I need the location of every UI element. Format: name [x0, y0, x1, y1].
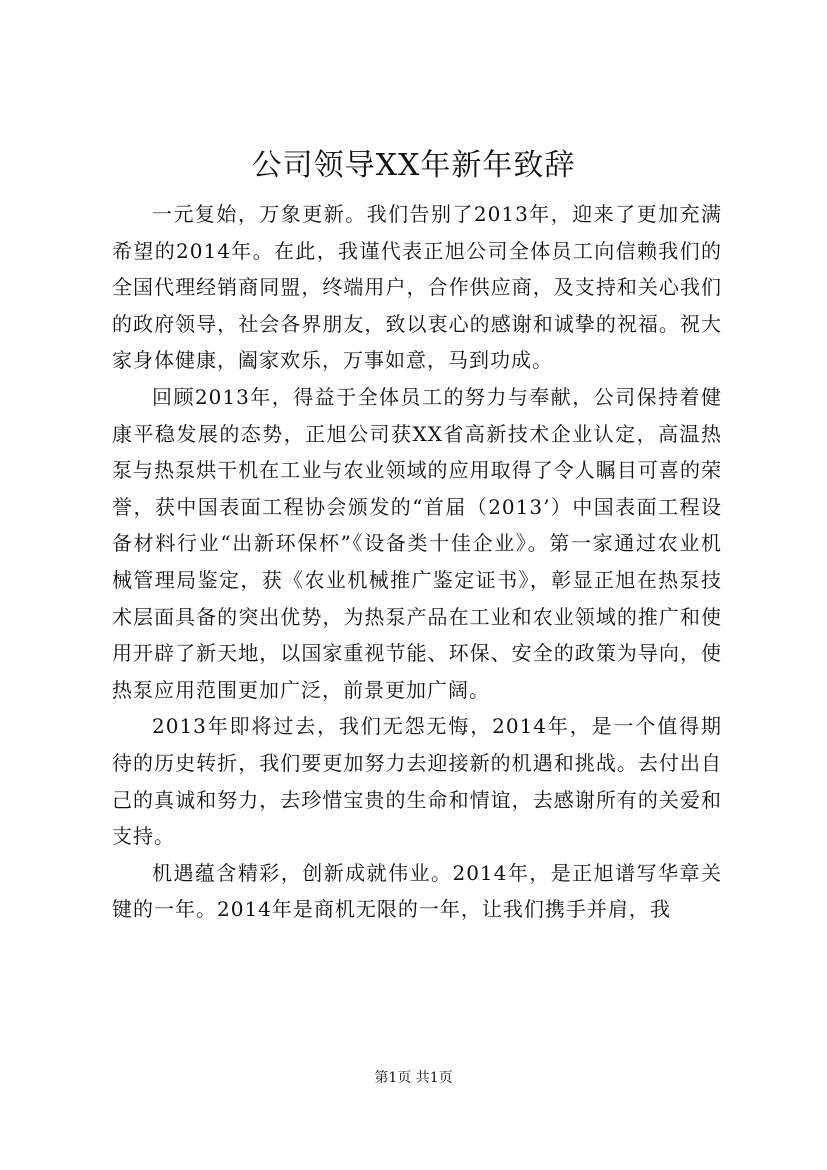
paragraph-4: 机遇蕴含精彩，创新成就伟业。2014年，是正旭谱写华章关键的一年。2014年是商机无限的一年，让我们携手并肩，我: [112, 860, 722, 922]
paragraph-1: 一元复始，万象更新。我们告别了2013年，迎来了更加充满希望的2014年。在此，我谨代表正旭公司全体员工向信赖我们的全国代理经销商同盟，终端用户，合作供应商，及支持和关心我们的政府领导，社会各界朋友，致以衷心的感谢和诚挚的祝福。祝大家身体健康，阖家欢乐，万事如意，马到功成。: [112, 202, 722, 373]
page-footer: 第1页 共1页: [374, 1070, 453, 1086]
page-title: 公司领导XX年新年致辞: [251, 148, 576, 183]
paragraph-2: 回顾2013年，得益于全体员工的努力与奉献，公司保持着健康平稳发展的态势，正旭公司获XX省高新技术企业认定，高温热泵与热泵烘干机在工业与农业领域的应用取得了令人瞩目可喜的荣誉，获中国表面工程协会颁发的“首届（2013’）中国表面工程设备材料行业“出新环保杯”《设备类十佳企业》。第一家通过农业机械管理局鉴定，获《农业机械推广鉴定证书》，彰显正旭在热泵技术层面具备的突出优势，为热泵产品在工业和农业领域的推广和使用开辟了新天地，以国家重视节能、环保、安全的政策为导向，使热泵应用范围更加广泛，前景更加广阔。: [112, 384, 722, 702]
paragraph-3: 2013年即将过去，我们无怨无悔，2014年，是一个值得期待的历史转折，我们要更加努力去迎接新的机遇和挑战。去付出自己的真诚和努力，去珍惜宝贵的生命和情谊，去感谢所有的关爱和支持。: [112, 714, 722, 849]
document-body: [112, 196, 722, 928]
